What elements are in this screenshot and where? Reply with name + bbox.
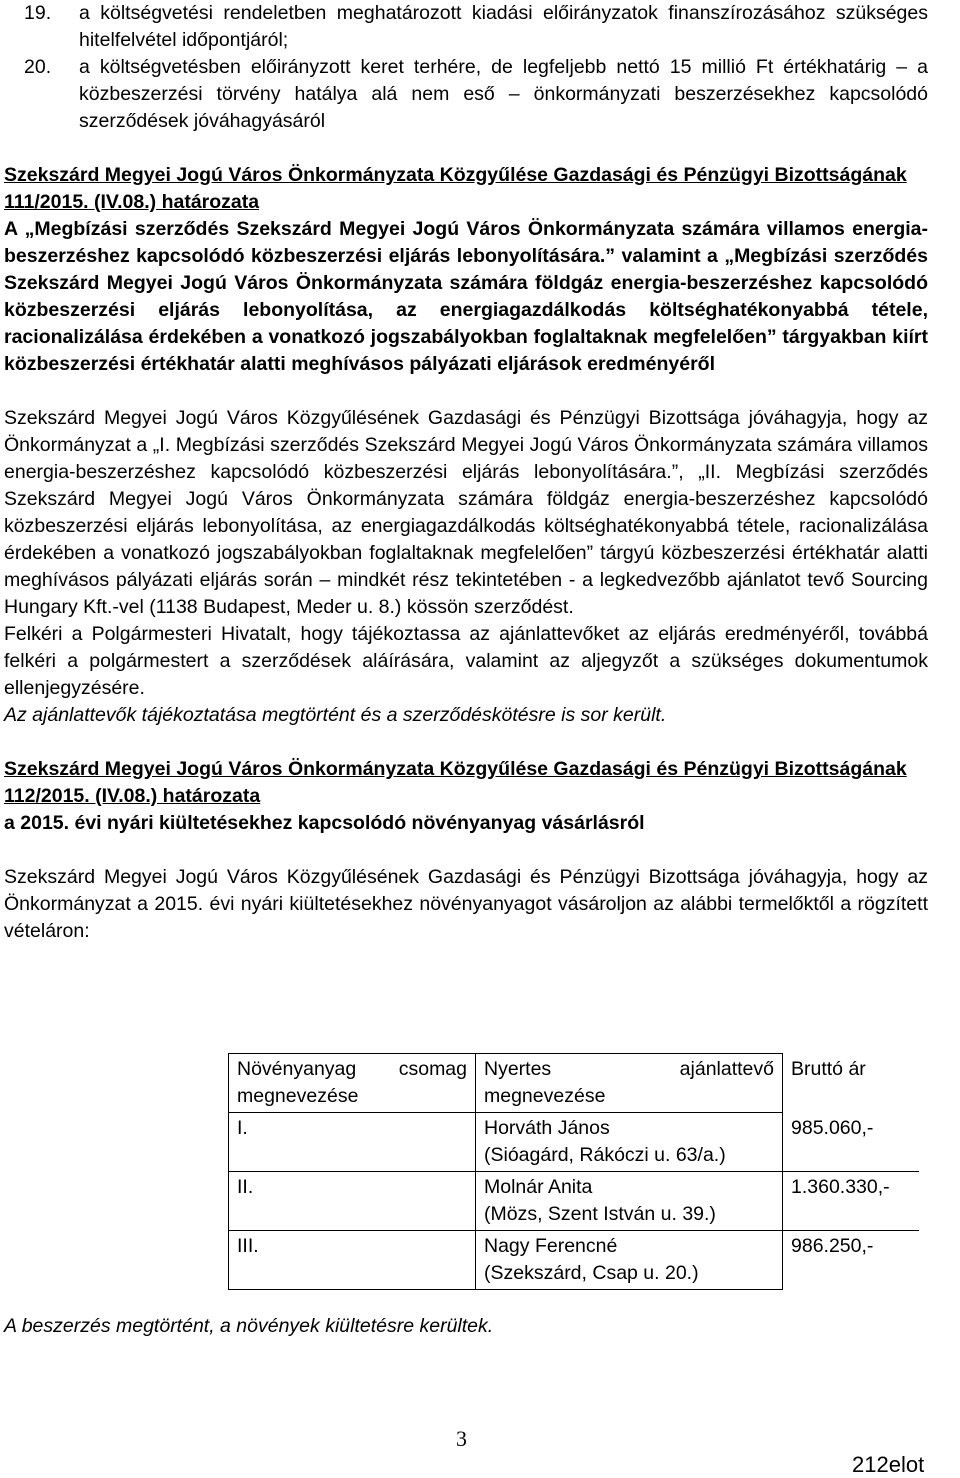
table-row — [229, 1113, 920, 1172]
winner-address: (Sióagárd, Rákóczi u. 63/a.) — [484, 1144, 726, 1166]
page-number: 3 — [456, 1426, 467, 1451]
resolution-heading-line1: Szekszárd Megyei Jogú Város Önkormányzata Közgyűlése Gazdasági és Pénzügyi Bizottságának — [4, 758, 907, 780]
header-winner — [476, 1054, 783, 1113]
table-row — [229, 1231, 920, 1290]
cell-package: II. — [229, 1172, 476, 1231]
winner-name: Nagy Ferencné — [484, 1235, 618, 1257]
cell-package: I. — [229, 1113, 476, 1172]
list-item-text: a költségvetésben előirányzott keret terhére, de legfeljebb nettó 15 millió Ft értékhatárig – a közbeszerzési törvény hatálya alá nem eső – önkormányzati beszerzésekhez kapcsolódó szerződések jóváhagyásáról — [79, 56, 928, 132]
resolution-body: Szekszárd Megyei Jogú Város Közgyűlésének Gazdasági és Pénzügyi Bizottsága jóváhagyja, hogy az Önkormányzat a 2015. évi nyári kiültetésekhez növényanyagot vásároljon az alábbi termelőktől a rögzített vételáron: — [4, 866, 928, 942]
resolution-body-2: Felkéri a Polgármesteri Hivatalt, hogy tájékoztassa az ajánlattevőket az eljárás eredményéről, továbbá felkéri a polgármestert a szerződések aláírására, valamint az aljegyzőt a szükséges dokumentumok ellenjegyzésére. — [4, 623, 928, 699]
document-page — [4, 0, 928, 945]
header-text: csomag — [398, 1058, 467, 1080]
resolution-body: Szekszárd Megyei Jogú Város Közgyűlésének Gazdasági és Pénzügyi Bizottsága jóváhagyja, hogy az Önkormányzat a „I. Megbízási szerződés Szekszárd Megyei Jogú Város Önkormányzata számára villamos energia-beszerzéshez kapcsolódó közbeszerzési eljárás lebonyolítására.”, „II. Megbízási szerződés Szekszárd Megyei Jogú Város Önkormányzata számára földgáz energia-beszerzéshez kapcsolódó közbeszerzési eljárás lebonyolítása, az energiagazdálkodás költséghatékonyabbá tétele, racionalizálása érdekében a vonatkozó jogszabályokban foglaltaknak megfelelően” tárgyú közbeszerzési értékhatár alatti meghívásos pályázati eljárás során – mindkét rész tekintetében - a legkedvezőbb ajánlatot tevő Sourcing Hungary Kft.-vel (1138 Budapest, Meder u. 8.) kössön szerződést. — [4, 407, 928, 618]
resolution-subject: A „Megbízási szerződés Szekszárd Megyei Jogú Város Önkormányzata számára villamos energia-beszerzéshez kapcsolódó közbeszerzési eljárás lebonyolítására.” valamint a „Megbízási szerződés Szekszárd Megyei Jogú Város Önkormányzata számára földgáz energia-beszerzéshez kapcsolódó közbeszerzési eljárás lebonyolítása, az energiagazdálkodás költséghatékonyabbá tétele, racionalizálása érdekében a vonatkozó jogszabályokban foglaltaknak megfelelően” tárgyakban kiírt közbeszerzési értékhatár alatti meghívásos pályázati eljárások eredményéről — [4, 218, 928, 375]
cell-winner — [476, 1172, 783, 1231]
resolution-subject: a 2015. évi nyári kiültetésekhez kapcsolódó növényanyag vásárlásról — [4, 812, 645, 834]
cell-price: 1.360.330,- — [783, 1172, 920, 1231]
cell-package: III. — [229, 1231, 476, 1290]
cell-winner — [476, 1231, 783, 1290]
list-item-number: 19. — [24, 2, 52, 24]
resolution-heading-line1: Szekszárd Megyei Jogú Város Önkormányzata Közgyűlése Gazdasági és Pénzügyi Bizottságának — [4, 164, 907, 186]
purchase-note: A beszerzés megtörtént, a növények kiültetésre kerültek. — [4, 1315, 494, 1337]
cell-price: 985.060,- — [791, 1116, 874, 1139]
winner-address: (Szekszárd, Csap u. 20.) — [484, 1262, 699, 1284]
resolution-number: 111/2015. (IV.08.) határozata — [4, 191, 260, 213]
resolution-heading — [4, 162, 928, 216]
document-code: 212elot — [852, 1452, 925, 1477]
winner-address: (Mözs, Szent István u. 39.) — [484, 1203, 716, 1225]
plant-purchase-table — [228, 1053, 919, 1290]
table-row — [229, 1172, 920, 1231]
resolution-111 — [4, 162, 928, 729]
header-price: Bruttó ár — [791, 1057, 866, 1080]
header-text: megnevezése — [237, 1085, 359, 1107]
header-text: Nyertes — [484, 1058, 552, 1080]
list-item-text: a költségvetési rendeletben meghatározott kiadási előirányzatok finanszírozásához szükséges hitelfelvétel időpontjáról; — [79, 2, 928, 51]
cell-price: 986.250,- — [783, 1231, 920, 1290]
resolution-number: 112/2015. (IV.08.) határozata — [4, 785, 261, 807]
table-header-row — [229, 1054, 920, 1113]
powers-list — [4, 0, 928, 135]
header-package — [229, 1054, 476, 1113]
resolution-heading — [4, 756, 928, 810]
cell-winner — [476, 1113, 783, 1172]
list-item — [4, 54, 928, 135]
list-item — [4, 0, 928, 54]
resolution-note: Az ajánlattevők tájékoztatása megtörtént és a szerződéskötésre is sor került. — [4, 704, 667, 726]
list-item-number: 20. — [24, 56, 52, 78]
winner-name: Horváth János — [484, 1117, 610, 1139]
header-text: megnevezése — [484, 1085, 606, 1107]
header-text: ajánlattevő — [679, 1058, 774, 1080]
winner-name: Molnár Anita — [484, 1176, 593, 1198]
resolution-112 — [4, 756, 928, 945]
header-text: Növényanyag — [237, 1058, 357, 1080]
